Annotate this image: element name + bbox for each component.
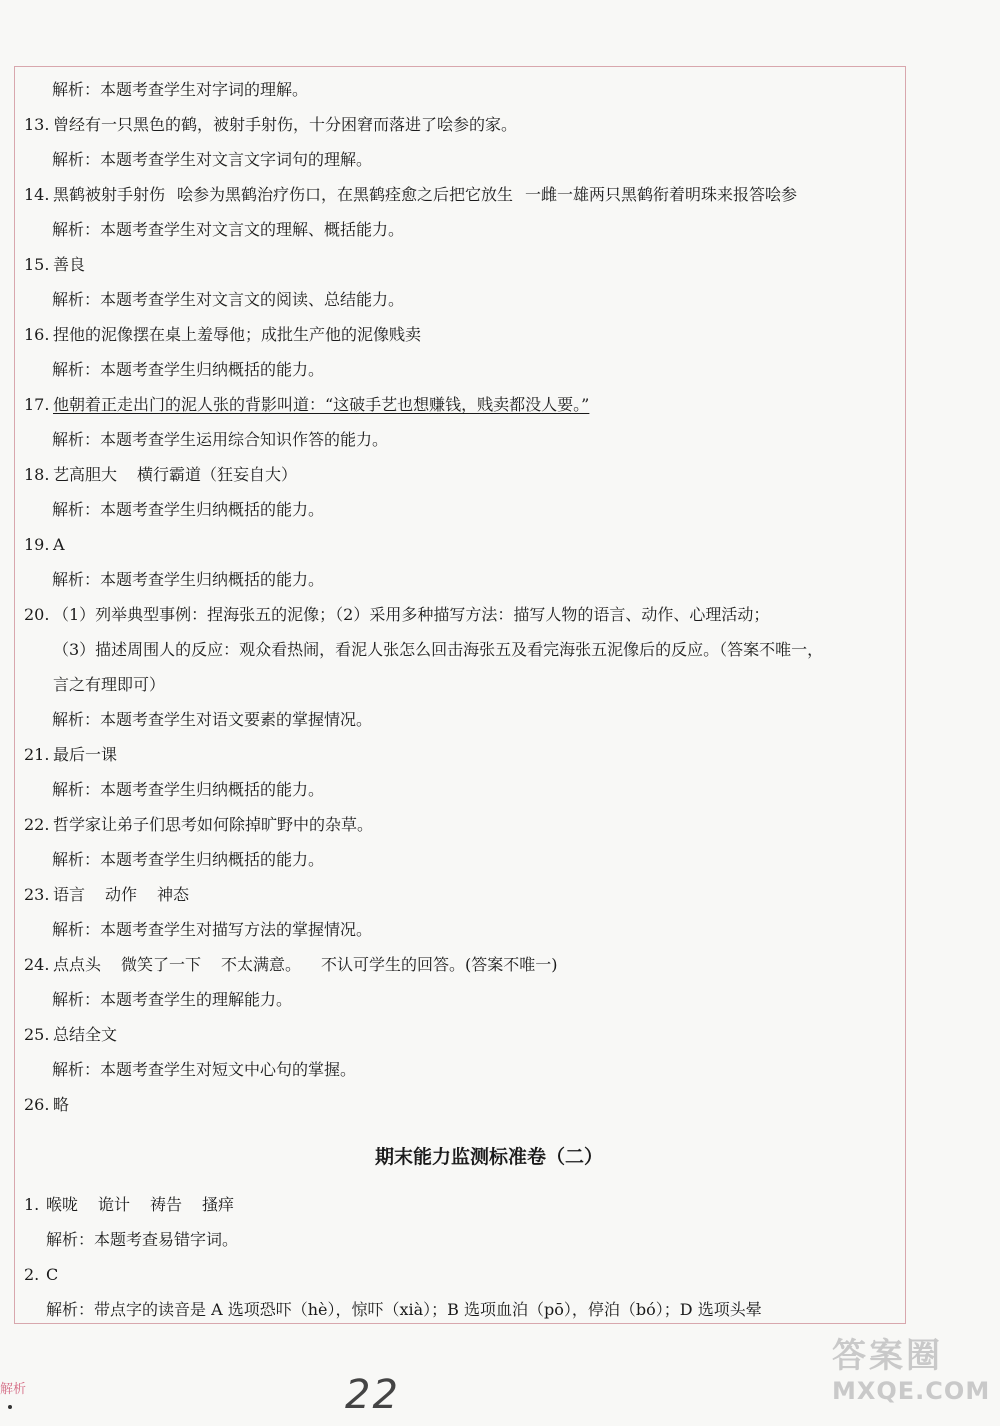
answer-23: 23. 语言 动作 神态: [24, 885, 190, 904]
answer-22: 22. 哲学家让弟子们思考如何除掉旷野中的杂草。: [24, 815, 374, 834]
section2-answer-2: 2. C: [24, 1265, 59, 1284]
analysis-line: 解析：本题考查学生对字词的理解。: [52, 80, 309, 99]
section-title: 期末能力监测标准卷（二）: [374, 1146, 603, 1168]
answer-20-cont: 言之有理即可）: [53, 675, 166, 694]
analysis-line: 解析：本题考查学生运用综合知识作答的能力。: [52, 430, 389, 449]
section2-answer-1: 1. 喉咙 诡计 祷告 搔痒: [24, 1195, 235, 1214]
analysis-line: 解析：本题考查学生对描写方法的掌握情况。: [52, 920, 373, 939]
analysis-line: 解析：本题考查学生对文言文的阅读、总结能力。: [52, 290, 405, 309]
answer-13: 13. 曾经有一只黑色的鹤，被射手射伤，十分困窘而落进了哙参的家。: [24, 115, 518, 134]
answer-18: 18. 艺高胆大 横行霸道（狂妄自大）: [24, 465, 298, 484]
watermark-text: 答案圈: [832, 1336, 943, 1376]
analysis-line: 解析：本题考查学生归纳概括的能力。: [52, 360, 325, 379]
answer-14: 14. 黑鹤被射手射伤 哙参为黑鹤治疗伤口，在黑鹤痊愈之后把它放生 一雌一雄两只黑鹤衔着明珠来报答哙参: [24, 185, 798, 204]
page-number: 22: [345, 1372, 400, 1418]
analysis-line: 解析：本题考查学生的理解能力。: [52, 990, 293, 1009]
corner-label: 解析: [0, 1382, 27, 1397]
answer-19: 19. A: [24, 535, 65, 554]
analysis-line: 解析：本题考查学生对语文要素的掌握情况。: [52, 710, 373, 729]
corner-dot: [8, 1405, 12, 1409]
answer-16: 16. 捏他的泥像摆在桌上羞辱他；成批生产他的泥像贱卖: [24, 325, 422, 344]
analysis-line: 解析：本题考查学生归纳概括的能力。: [52, 780, 325, 799]
answer-25: 25. 总结全文: [24, 1025, 118, 1044]
analysis-line: 解析：本题考查学生归纳概括的能力。: [52, 570, 325, 589]
watermark-url: MXQE.COM: [832, 1377, 991, 1405]
analysis-line: 解析：本题考查学生对短文中心句的掌握。: [52, 1060, 357, 1079]
answer-21: 21. 最后一课: [24, 745, 118, 764]
answer-26: 26. 略: [24, 1095, 70, 1114]
answer-20-cont: （3）描述周围人的反应：观众看热闹，看泥人张怎么回击海张五及看完海张五泥像后的反应。（答案不唯一，: [53, 640, 824, 659]
answer-17: 17. 他朝着正走出门的泥人张的背影叫道：“这破手艺也想赚钱，贱卖都没人要。”: [24, 395, 590, 414]
watermark-logo: [832, 1336, 992, 1416]
analysis-line: 解析：本题考查学生归纳概括的能力。: [52, 500, 325, 519]
answer-15: 15. 善良: [24, 255, 86, 274]
analysis-line: 解析：本题考查易错字词。: [46, 1230, 239, 1249]
analysis-line: 解析：本题考查学生对文言文的理解、概括能力。: [52, 220, 405, 239]
answer-content: [24, 72, 894, 1327]
answer-20: 20. （1）列举典型事例：捏海张五的泥像；（2）采用多种描写方法：描写人物的语言、动作、心理活动；: [24, 605, 770, 624]
answer-24: 24. 点点头 微笑了一下 不太满意。 不认可学生的回答。(答案不唯一): [24, 955, 558, 974]
analysis-line: 解析：本题考查学生归纳概括的能力。: [52, 850, 325, 869]
analysis-line: 解析：本题考查学生对文言文字词句的理解。: [52, 150, 373, 169]
analysis-line: 解析：带点字的读音是 A 选项恐吓（hè），惊吓（xià）；B 选项血泊（pō），停泊（bó）；D 选项头晕: [46, 1300, 762, 1319]
